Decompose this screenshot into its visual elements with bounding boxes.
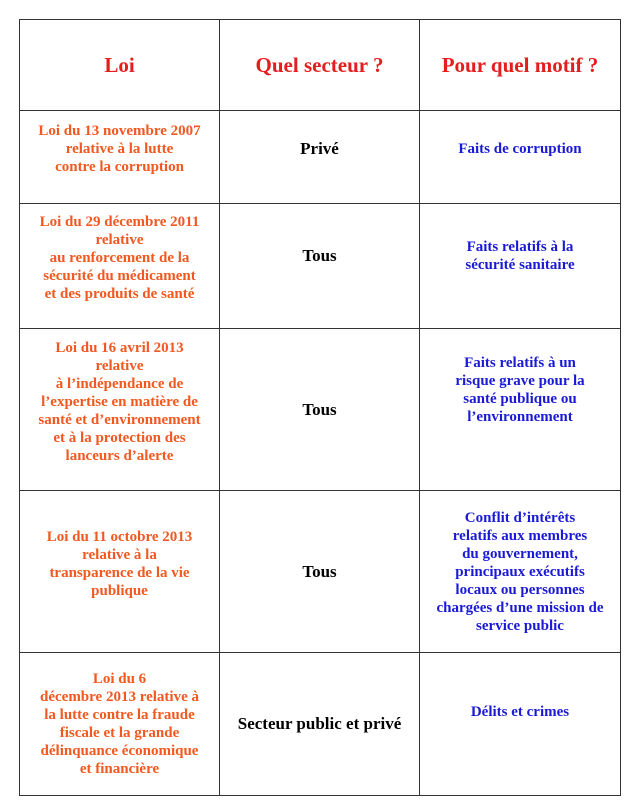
law-line: décembre 2013 relative à — [40, 689, 199, 705]
motif-line: locaux ou personnes — [455, 581, 585, 598]
motif-line: Faits de corruption — [458, 141, 582, 157]
motif-cell — [420, 491, 621, 653]
laws-table — [19, 19, 621, 796]
motif-cell — [420, 111, 621, 204]
motif-line: Délits et crimes — [470, 704, 570, 720]
motif-line: Faits relatifs à la — [466, 239, 574, 255]
law-cell — [20, 653, 220, 796]
table-row — [20, 204, 621, 329]
motif-line: santé publique ou — [463, 390, 577, 407]
law-line: la lutte contre la fraude — [44, 707, 195, 723]
header-row — [20, 20, 621, 111]
law-line: et des produits de santé — [44, 286, 195, 302]
law-line: délinquance économique — [40, 743, 199, 759]
law-line: publique — [91, 582, 148, 599]
sector-cell — [220, 329, 420, 491]
law-line: l’expertise en matière de — [41, 393, 198, 410]
law-line: relative à la lutte — [65, 141, 174, 157]
motif-cell — [420, 329, 621, 491]
sector-cell — [220, 491, 420, 653]
law-line: Loi du 11 octobre 2013 — [46, 528, 193, 545]
motif-line: principaux exécutifs — [455, 563, 585, 580]
motif-line: service public — [476, 617, 564, 634]
sector-cell — [220, 204, 420, 329]
motif-cell — [420, 653, 621, 796]
law-cell — [20, 491, 220, 653]
law-line: et à la protection des — [53, 429, 186, 446]
law-line: et financière — [79, 761, 160, 777]
law-line: relative — [95, 357, 144, 374]
law-line: relative à la — [82, 546, 157, 563]
table-row — [20, 111, 621, 204]
law-line: au renforcement de la — [49, 250, 190, 266]
law-line: fiscale et la grande — [59, 725, 180, 741]
motif-line: risque grave pour la — [455, 372, 585, 389]
law-line: sécurité du médicament — [43, 268, 196, 284]
law-cell — [20, 111, 220, 204]
table-row — [20, 329, 621, 491]
sector-text: Tous — [302, 561, 337, 581]
header-loi: Loi — [20, 20, 220, 111]
motif-cell — [420, 204, 621, 329]
motif-line: Faits relatifs à un — [464, 354, 576, 371]
motif-line: sécurité sanitaire — [465, 257, 575, 273]
law-line: transparence de la vie — [49, 564, 190, 581]
law-line: Loi du 16 avril 2013 — [55, 339, 184, 356]
motif-line: du gouvernement, — [462, 545, 578, 562]
law-cell — [20, 204, 220, 329]
law-line: Loi du 13 novembre 2007 — [38, 123, 201, 139]
law-line: contre la corruption — [55, 159, 184, 175]
law-line: Loi du 6 — [92, 671, 147, 687]
motif-line: chargées d’une mission de — [436, 599, 604, 616]
header-secteur: Quel secteur ? — [220, 20, 420, 111]
sector-text: Privé — [300, 139, 339, 158]
motif-line: relatifs aux membres — [452, 527, 588, 544]
sector-cell — [220, 111, 420, 204]
law-line: lanceurs d’alerte — [65, 447, 174, 464]
law-line: à l’indépendance de — [55, 375, 184, 392]
table-row — [20, 653, 621, 796]
law-cell — [20, 329, 220, 491]
sector-text: Tous — [302, 246, 337, 265]
motif-line: l’environnement — [467, 408, 573, 425]
table-row — [20, 491, 621, 653]
law-line: Loi du 29 décembre 2011 — [39, 214, 200, 230]
sector-text: Tous — [302, 399, 337, 419]
sector-cell — [220, 653, 420, 796]
sector-text: Secteur public et privé — [237, 714, 402, 733]
law-line: santé et d’environnement — [38, 411, 201, 428]
header-motif: Pour quel motif ? — [420, 20, 621, 111]
law-line: relative — [95, 232, 144, 248]
motif-line: Conflit d’intérêts — [464, 509, 576, 526]
